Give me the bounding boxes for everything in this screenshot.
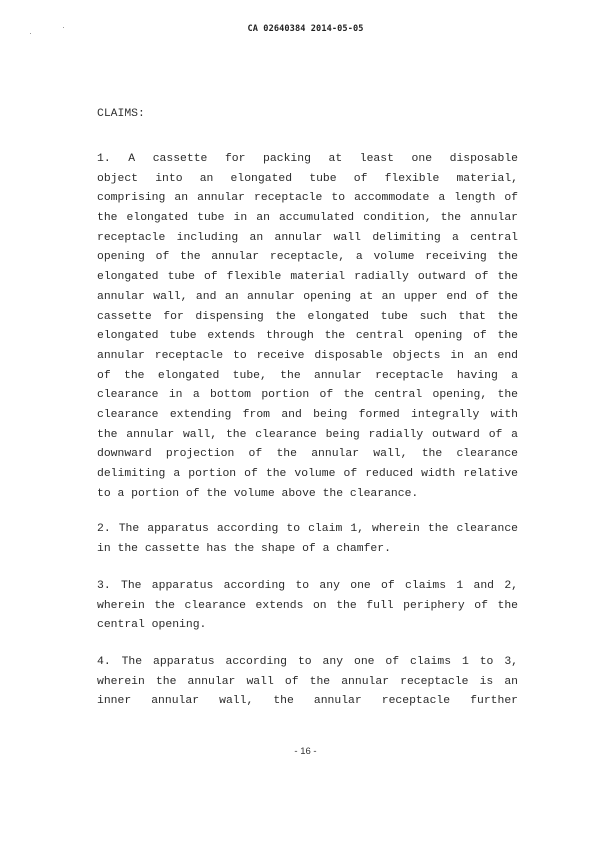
claim-line: delimiting a portion of the volume of reduced width relative bbox=[97, 468, 518, 480]
claim-line: annular receptacle to receive disposable objects in an end bbox=[97, 349, 518, 362]
claim-line: the annular wall, the clearance being radially outward of a bbox=[97, 428, 518, 441]
claim-line: annular wall, and an annular opening at an upper end of the bbox=[97, 290, 518, 303]
claim-line: 2. The apparatus according to claim 1, wherein the clearance bbox=[97, 523, 518, 535]
claim-line: clearance extending from and being formed integrally with bbox=[97, 408, 518, 421]
claim-2 bbox=[97, 520, 518, 559]
claim-line: downward projection of the annular wall, the clearance bbox=[97, 448, 518, 461]
claim-line: wherein the clearance extends on the full periphery of the bbox=[97, 599, 518, 612]
claim-4 bbox=[97, 653, 518, 712]
claim-line: opening of the annular receptacle, a volume receiving the bbox=[97, 251, 518, 264]
claim-line: elongated tube extends through the central opening of the bbox=[97, 330, 518, 343]
claim-line: clearance in a bottom portion of the central opening, the bbox=[97, 389, 518, 402]
claim-line: receptacle including an annular wall delimiting a central bbox=[97, 231, 518, 244]
claim-3 bbox=[97, 577, 518, 636]
claim-line: to a portion of the volume above the clearance. bbox=[97, 487, 419, 500]
claim-line: of the elongated tube, the annular receptacle having a bbox=[97, 369, 518, 382]
claim-line: in the cassette has the shape of a chamfer. bbox=[97, 542, 391, 555]
claim-line: cassette for dispensing the elongated tube such that the bbox=[97, 310, 518, 323]
claim-line: 4. The apparatus according to any one of claims 1 to 3, bbox=[97, 656, 518, 668]
document-id-header: CA 02640384 2014-05-05 bbox=[247, 24, 364, 34]
claim-line: elongated tube of flexible material radially outward of the bbox=[97, 271, 518, 284]
claim-line: object into an elongated tube of flexible material, bbox=[97, 172, 518, 185]
claim-1 bbox=[97, 150, 518, 504]
claim-line: inner annular wall, the annular receptacle further bbox=[97, 695, 518, 708]
claim-line: 3. The apparatus according to any one of claims 1 and 2, bbox=[97, 580, 518, 592]
claim-line: wherein the annular wall of the annular receptacle is an bbox=[97, 675, 518, 688]
claim-line: central opening. bbox=[97, 619, 207, 632]
claim-line: comprising an annular receptacle to accommodate a length of bbox=[97, 192, 518, 205]
claim-line: the elongated tube in an accumulated condition, the annular bbox=[97, 212, 518, 225]
page-number: - 16 - bbox=[294, 746, 317, 757]
claims-heading: CLAIMS: bbox=[97, 108, 145, 120]
claim-line: 1. A cassette for packing at least one disposable bbox=[97, 153, 518, 165]
